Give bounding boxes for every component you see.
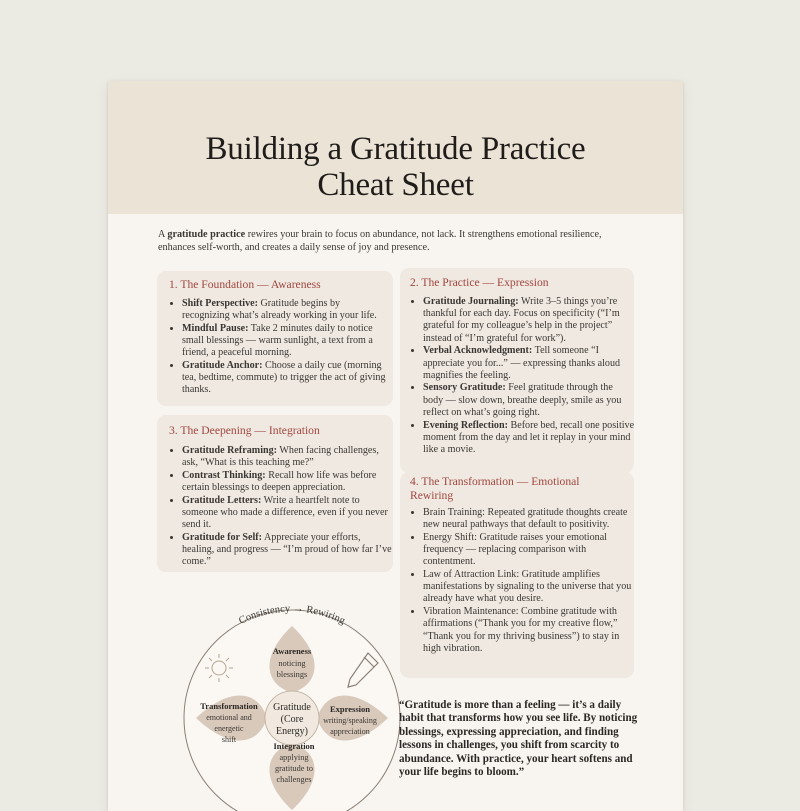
integration-title-visible: Integration: [273, 741, 315, 751]
awareness-line-1: noticing: [278, 659, 306, 668]
expression-title: Expression: [330, 704, 370, 714]
list-item: • Gratitude Reframing: When facing challenges, ask, “What is this teaching me?”: [182, 445, 392, 469]
section-transformation-card: [400, 472, 634, 678]
section-practice-heading: 2. The Practice — Expression: [410, 276, 549, 289]
intro-bold-term: gratitude practice: [167, 229, 246, 240]
section-practice-card: [400, 268, 634, 473]
list-item: • Verbal Acknowledgment: Tell someone “I appreciate you for...” — expressing thanks aloud magnifies the feeling.: [423, 345, 635, 382]
transformation-title: Transformation: [200, 701, 258, 711]
section-foundation-card: [157, 271, 393, 406]
list-item: • Gratitude Anchor: Choose a daily cue (morning tea, bedtime, commute) to trigger the act of giving thanks.: [182, 360, 390, 397]
list-item: • Shift Perspective: Gratitude begins by recognizing what’s already working in your life.: [182, 298, 390, 322]
integration-line-1: applying: [279, 753, 309, 762]
awareness-title: Awareness: [272, 646, 312, 656]
list-item: • Law of Attraction Link: Gratitude amplifies manifestations by signaling to the universe that you already have what you desire.: [423, 569, 637, 606]
diagram-overlay: [172, 596, 412, 800]
title-line-2: Cheat Sheet: [317, 167, 474, 203]
transformation-line-3: shift: [221, 735, 237, 744]
integration-line-3: challenges: [276, 775, 312, 784]
list-item: • Mindful Pause: Take 2 minutes daily to notice small blessings — warm sunlight, a text from a friend, a peaceful morning.: [182, 323, 390, 360]
list-item: • Evening Reflection: Before bed, recall one positive moment from the day and let it replay in your mind like a movie.: [423, 420, 635, 457]
section-deepening-heading: 3. The Deepening — Integration: [169, 424, 320, 437]
section-foundation-heading: 1. The Foundation — Awareness: [169, 278, 321, 291]
list-item: • Sensory Gratitude: Feel gratitude through the body — slow down, breathe deeply, smile as you reflect on what’s going right.: [423, 382, 635, 419]
list-item: • Vibration Maintenance: Combine gratitude with affirmations (“Thank you for my creative flow,” “Thank you for my thriving business”) to stay in high vibration.: [423, 606, 637, 655]
transformation-line-2: energetic: [214, 724, 244, 733]
section-deepening-card: [157, 415, 393, 572]
list-item: • Gratitude Journaling: Write 3–5 things you’re thankful for each day. Focus on specificity (“I’m grateful for my colleague’s help in the project” instead of “I’m grateful for work”).: [423, 296, 635, 345]
section-transformation-heading: 4. The Transformation — Emotional Rewiring: [410, 475, 580, 502]
arc-label: Consistency → Rewiring: [237, 603, 347, 627]
transformation-line-1: emotional and: [206, 713, 252, 722]
closing-quote: “Gratitude is more than a feeling — it’s a daily habit that transforms how you see life. By noticing blessings, expressing appreciation, and finding lessons in challenges, you shift from scarcity to abundance. With practice, your heart softens and your life begins to bloom.”: [399, 699, 638, 779]
center-label-2: (Core: [280, 714, 304, 725]
section-practice-list: [410, 296, 635, 457]
list-item: • Gratitude Letters: Write a heartfelt note to someone who made a difference, even if you never send it.: [182, 495, 392, 532]
list-item: • Energy Shift: Gratitude raises your emotional frequency — replacing comparison with contentment.: [423, 532, 637, 569]
section-deepening-list: [169, 445, 392, 569]
center-label-1: Gratitude: [273, 702, 311, 713]
section-foundation-list: [169, 298, 390, 397]
expression-line-1: writing/speaking: [323, 716, 377, 725]
expression-line-2: appreciation: [330, 727, 370, 736]
integration-line-2: gratitude to: [274, 764, 314, 773]
center-label-3: Energy): [275, 726, 309, 737]
awareness-line-2: blessings: [276, 670, 308, 679]
title-line-1: Building a Gratitude Practice: [205, 131, 586, 167]
list-item: • Contrast Thinking: Recall how life was before certain blessings to deepen appreciation.: [182, 470, 392, 494]
section-transformation-list: [410, 507, 637, 655]
intro-paragraph: A gratitude practice rewires your brain to focus on abundance, not lack. It strengthens emotional resilience, enhances self-worth, and creates a daily sense of joy and presence.: [158, 229, 602, 253]
list-item: • Gratitude for Self: Appreciate your efforts, healing, and progress — “I’m proud of how far I’ve come.”: [182, 532, 392, 569]
list-item: • Brain Training: Repeated gratitude thoughts create new neural pathways that default to positivity.: [423, 507, 637, 531]
page-title: [108, 131, 683, 203]
